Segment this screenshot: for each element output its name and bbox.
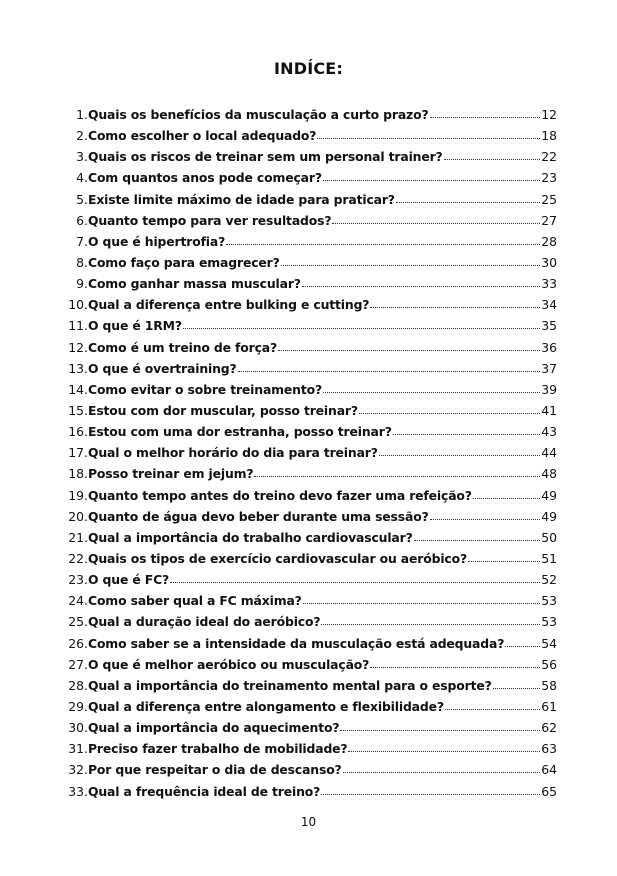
toc-entry (60, 315, 557, 336)
toc-entry-number: 11. (68, 318, 88, 334)
toc-entry (60, 400, 557, 421)
toc-entry-title: Quais os benefícios da musculação a curto prazo? (88, 107, 429, 122)
toc-entry-page: 64 (541, 762, 557, 778)
toc-entry-title: Quanto de água devo beber durante uma sessão? (88, 508, 429, 524)
toc-entry-page: 58 (541, 677, 557, 693)
toc-dot-leader (370, 666, 540, 668)
toc-entry-number: 24. (68, 593, 88, 609)
toc-entry-number: 7. (76, 233, 88, 249)
toc-dot-leader (226, 243, 540, 245)
toc-dot-leader (505, 645, 540, 647)
toc-dot-leader (183, 327, 540, 329)
toc-dot-leader (340, 729, 540, 731)
toc-entry-number: 30. (68, 720, 88, 736)
toc-entry-title: Qual a frequência ideal de treino? (88, 783, 321, 799)
toc-entry-page: 49 (541, 508, 557, 524)
toc-entry-number: 12. (68, 339, 88, 355)
toc-dot-leader (343, 771, 541, 773)
toc-entry (60, 569, 557, 590)
toc-entry (60, 167, 557, 188)
toc-entry-title: Como escolher o local adequado? (88, 128, 317, 144)
toc-dot-leader (317, 137, 540, 139)
toc-dot-leader (303, 602, 541, 604)
toc-entry-number: 22. (68, 550, 88, 566)
toc-entry-page: 53 (541, 614, 557, 630)
toc-entry (60, 527, 557, 548)
toc-entry-title: Quanto tempo para ver resultados? (88, 212, 332, 228)
toc-entry-page: 37 (541, 360, 557, 376)
toc-dot-leader (170, 581, 540, 583)
toc-entry-page: 35 (541, 318, 557, 334)
toc-dot-leader (493, 687, 541, 689)
toc-entry-number: 20. (68, 508, 88, 524)
toc-entry-title: Qual o melhor horário do dia para treinar? (88, 445, 378, 461)
toc-entry (60, 379, 557, 400)
toc-entry-page: 22 (541, 149, 557, 165)
toc-entry-title: Existe limite máximo de idade para praticar? (88, 191, 395, 207)
toc-entry (60, 104, 557, 125)
toc-entry-page: 36 (541, 339, 557, 355)
toc-dot-leader (278, 349, 540, 351)
toc-entry-title: Por que respeitar o dia de descanso? (88, 762, 342, 778)
toc-entry-page: 50 (541, 529, 557, 545)
toc-entry (60, 252, 557, 273)
toc-entry (60, 548, 557, 569)
toc-entry-number: 19. (68, 487, 88, 503)
toc-entry-title: Qual a duração ideal do aeróbico? (88, 614, 321, 630)
toc-entry-page: 34 (541, 297, 557, 313)
toc-entry-page: 27 (541, 212, 557, 228)
toc-entry-title: Como saber qual a FC máxima? (88, 593, 302, 609)
toc-entry-title: Quais os tipos de exercício cardiovascular ou aeróbico? (88, 550, 468, 566)
toc-dot-leader (323, 179, 540, 181)
toc-entry-title: O que é FC? (88, 572, 170, 588)
toc-entry-number: 18. (68, 466, 88, 482)
toc-entry-page: 53 (541, 593, 557, 609)
toc-entry (60, 485, 557, 506)
toc-entry (60, 506, 557, 527)
toc-dot-leader (393, 433, 540, 435)
toc-dot-leader (238, 370, 541, 372)
toc-entry-number: 27. (68, 656, 88, 672)
toc-entry-page: 30 (541, 254, 557, 270)
toc-entry-number: 32. (68, 762, 88, 778)
toc-dot-leader (359, 412, 540, 414)
toc-entry-page: 28 (541, 233, 557, 249)
page-number: 10 (300, 815, 317, 829)
toc-entry-title: Qual a importância do treinamento mental para o esporte? (88, 677, 492, 693)
toc-entry-title: Com quantos anos pode começar? (88, 170, 322, 186)
toc-dot-leader (332, 222, 540, 224)
toc-entry-page: 54 (541, 635, 557, 651)
toc-entry-number: 9. (76, 276, 88, 292)
toc-entry-title: Estou com uma dor estranha, posso treinar? (88, 424, 392, 440)
toc-dot-leader (473, 497, 540, 499)
toc-entry-number: 8. (76, 254, 88, 270)
toc-entry (60, 675, 557, 696)
toc-entry-number: 6. (76, 212, 88, 228)
toc-dot-leader (281, 264, 541, 266)
toc-entry-page: 23 (541, 170, 557, 186)
toc-entry (60, 273, 557, 294)
toc-entry-number: 13. (68, 360, 88, 376)
page-title: INDÍCE: (273, 59, 344, 78)
toc-dot-leader (444, 158, 541, 160)
toc-dot-leader (302, 285, 540, 287)
toc-dot-leader (414, 539, 541, 541)
table-of-contents (60, 104, 557, 802)
toc-entry (60, 611, 557, 632)
toc-entry-page: 52 (541, 572, 557, 588)
toc-entry-title: Como faço para emagrecer? (88, 254, 280, 270)
toc-entry (60, 654, 557, 675)
toc-entry-number: 28. (68, 677, 88, 693)
toc-dot-leader (348, 750, 540, 752)
toc-entry (60, 189, 557, 210)
toc-entry-number: 14. (68, 381, 88, 397)
toc-dot-leader (379, 454, 540, 456)
toc-entry-page: 25 (541, 191, 557, 207)
toc-dot-leader (430, 518, 541, 520)
toc-entry-title: Como é um treino de força? (88, 339, 278, 355)
toc-entry-title: Qual a diferença entre bulking e cutting? (88, 297, 370, 313)
toc-entry-number: 10. (68, 297, 88, 313)
toc-entry-title: Estou com dor muscular, posso treinar? (88, 402, 358, 418)
toc-dot-leader (254, 475, 540, 477)
toc-entry (60, 633, 557, 654)
toc-entry (60, 717, 557, 738)
toc-entry-number: 25. (68, 614, 88, 630)
toc-entry (60, 294, 557, 315)
toc-entry (60, 759, 557, 780)
toc-entry-page: 62 (541, 720, 557, 736)
toc-entry-page: 56 (541, 656, 557, 672)
toc-entry-title: O que é 1RM? (88, 318, 182, 334)
toc-entry-number: 26. (68, 635, 88, 651)
toc-entry (60, 125, 557, 146)
toc-entry-title: O que é overtraining? (88, 360, 237, 376)
toc-entry-number: 33. (68, 783, 88, 799)
toc-dot-leader (430, 116, 541, 118)
toc-entry-title: Qual a diferença entre alongamento e flexibilidade? (88, 698, 444, 714)
toc-entry-title: O que é hipertrofia? (88, 233, 226, 249)
toc-entry (60, 442, 557, 463)
toc-entry-number: 5. (76, 191, 88, 207)
toc-dot-leader (321, 623, 540, 625)
toc-dot-leader (370, 306, 540, 308)
toc-entry-page: 49 (541, 487, 557, 503)
toc-entry-page: 12 (541, 107, 557, 122)
toc-entry-page: 44 (541, 445, 557, 461)
toc-entry-number: 23. (68, 572, 88, 588)
toc-entry-title: Quanto tempo antes do treino devo fazer uma refeição? (88, 487, 472, 503)
toc-dot-leader (396, 201, 540, 203)
toc-entry-title: Qual a importância do aquecimento? (88, 720, 340, 736)
toc-entry (60, 337, 557, 358)
toc-entry-title: Quais os riscos de treinar sem um personal trainer? (88, 149, 443, 165)
toc-entry-page: 39 (541, 381, 557, 397)
toc-entry-title: Como evitar o sobre treinamento? (88, 381, 323, 397)
toc-entry-title: O que é melhor aeróbico ou musculação? (88, 656, 370, 672)
toc-dot-leader (445, 708, 540, 710)
toc-entry (60, 696, 557, 717)
toc-entry-number: 31. (68, 741, 88, 757)
toc-entry-number: 2. (76, 128, 88, 144)
toc-entry-title: Posso treinar em jejum? (88, 466, 254, 482)
toc-entry (60, 781, 557, 802)
toc-entry-page: 65 (541, 783, 557, 799)
toc-entry (60, 463, 557, 484)
toc-entry-number: 4. (76, 170, 88, 186)
toc-entry-page: 33 (541, 276, 557, 292)
toc-entry-page: 18 (541, 128, 557, 144)
toc-entry-page: 51 (541, 550, 557, 566)
toc-entry-number: 3. (76, 149, 88, 165)
toc-entry (60, 738, 557, 759)
toc-entry-page: 48 (541, 466, 557, 482)
toc-entry-page: 43 (541, 424, 557, 440)
toc-entry-number: 29. (68, 698, 88, 714)
toc-entry-title: Qual a importância do trabalho cardiovascular? (88, 529, 413, 545)
toc-entry-page: 41 (541, 402, 557, 418)
toc-entry (60, 146, 557, 167)
toc-entry-page: 61 (541, 698, 557, 714)
toc-entry (60, 210, 557, 231)
toc-entry (60, 590, 557, 611)
toc-entry-number: 21. (68, 529, 88, 545)
toc-entry-number: 16. (68, 424, 88, 440)
toc-dot-leader (323, 391, 540, 393)
toc-entry (60, 358, 557, 379)
toc-entry-title: Preciso fazer trabalho de mobilidade? (88, 741, 348, 757)
toc-entry (60, 231, 557, 252)
toc-entry-number: 15. (68, 402, 88, 418)
toc-entry-page: 63 (541, 741, 557, 757)
toc-entry (60, 421, 557, 442)
toc-entry-number: 1. (76, 107, 88, 122)
toc-entry-number: 17. (68, 445, 88, 461)
toc-dot-leader (321, 793, 540, 795)
toc-dot-leader (468, 560, 540, 562)
toc-entry-title: Como saber se a intensidade da musculação está adequada? (88, 635, 505, 651)
toc-entry-title: Como ganhar massa muscular? (88, 276, 301, 292)
